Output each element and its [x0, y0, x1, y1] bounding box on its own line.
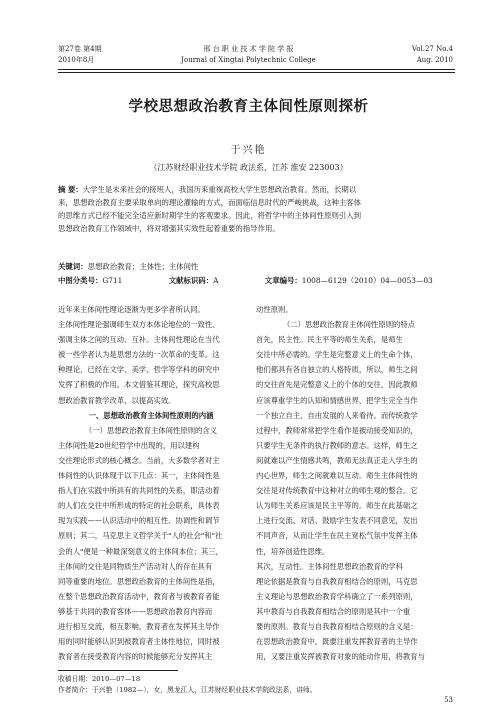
body-line: 用的同时能够认识到被教育者主体性地位，同时被 — [58, 637, 220, 647]
body-line: 其中教育与自我教育相结合的原则是其中一个重 — [256, 606, 411, 616]
body-line: 在思想政治教育中，既要注重发挥教育者的主导作 — [256, 637, 418, 647]
subsection-heading: （二）思想政治教育主体间性原则的特点 — [282, 320, 416, 330]
abstract-line: 思想政治教育工作领域中，将对增强其实效性起着重要的指导作用。 — [58, 224, 280, 233]
abstract-label: 摘 要： — [58, 185, 83, 194]
header-vol-en: Vol.27 No.4 — [411, 45, 453, 53]
body-line: 主体间性理论强调师生双方本体论地位的一致性、 — [58, 320, 220, 330]
doc-code: A — [213, 276, 219, 285]
header-rule — [58, 69, 455, 70]
classification-line — [58, 275, 477, 287]
body-line: 应该尊重学生的认知和情感世界，把学生完全当作 — [256, 395, 418, 405]
abstract-line: 来，思想政治教育主要采取单向的理论灌输的方式，而面临信息时代的严峻挑战，这种主客体 — [58, 198, 362, 207]
abstract — [58, 183, 446, 235]
class-code: G711 — [102, 276, 123, 285]
body-line: 首先，民主性。民主平等的师生关系，是师生 — [256, 335, 403, 345]
body-line: 种理论，已经在文学、美学、哲学等学科的研究中 — [58, 365, 220, 375]
footnote-rule — [58, 670, 178, 671]
keywords-value: 思想政治教育；主体性；主体间性 — [87, 262, 199, 271]
body-line: 他们都具有各自独立的人格特质，所以，师生之间 — [256, 365, 418, 375]
body-line: 现为实践——认识活动中的相互性、协调性和调节 — [58, 516, 220, 526]
body-line: 动性原则。 — [256, 305, 293, 314]
body-line: 间就难以产生情感共鸣，教师无法真正走入学生的 — [256, 455, 418, 465]
body-line: 在整个思想政治教育活动中，教育者与被教育者能 — [58, 591, 220, 601]
body-line: 指人们在实践中所具有的共同性的关系，即活动着 — [58, 486, 220, 496]
body-line: 够基于共同的教育客体——思想政治教育内容而 — [58, 606, 213, 616]
body-line: 过程中，教师常常把学生看作是被动接受知识的， — [256, 425, 418, 435]
body-line: 主体间的交往是同物质生产活动对人的存在具有 — [58, 561, 213, 571]
body-line: 交往是对传统教育中这种对立的师生观的整合。它 — [256, 486, 418, 496]
header-volume-en — [412, 44, 453, 66]
body-line: 主体间性是20世纪哲学中出现的，用以建构 — [58, 440, 200, 450]
article-title: 学校思想政治教育主体间性原则探析 — [128, 98, 369, 115]
article-affiliation: （江苏财经职业技术学院 政法系，江苏 淮安 223003） — [149, 163, 348, 172]
subsection-heading: （一）思想政治教育主体间性原则的含义 — [84, 425, 218, 435]
header-rule-thin — [58, 72, 455, 73]
body-line: 进行相互交流，相互影响，教育者在发挥其主导作 — [58, 621, 220, 631]
body-line: 上进行交流、对话、鼓励学生发表不同意见，发出 — [256, 516, 418, 526]
body-line: 会的人"便是一种最深刻意义的主体间本位；其三， — [58, 546, 223, 556]
class-label: 中图分类号： — [58, 276, 103, 285]
body-line: 的人们在交往中所形成的特定的社会联系，具体表 — [58, 501, 220, 511]
body-line: 近年来主体间性理论逐渐为更多学者所认同。 — [58, 305, 205, 314]
header-journal-cn: 邢 台 职 业 技 术 学 院 学 报 — [203, 45, 294, 53]
article-no-label: 文章编号： — [264, 276, 302, 285]
body-line: 交往理论形式的核心概念。当前，大多数学者对主 — [58, 455, 220, 465]
body-right-column — [256, 302, 442, 664]
body-line: 一个独立自主、自由发展的人来看待。而传统教学 — [256, 410, 418, 420]
body-line: 想政治教育教学改革，以提高实效。 — [58, 395, 176, 405]
header-date-en: Aug. 2010 — [416, 56, 453, 64]
abstract-line: 的思维方式已经不能完全适应新时期学生的客观要求。因此，将哲学中的主体间性原则引入到 — [58, 211, 362, 220]
body-line: 不同声音，从而让学生在民主宽松气氛中发挥主体 — [256, 531, 418, 541]
doc-label: 文献标识码： — [168, 276, 214, 285]
footnote-author-bio: 作者简介：于兴艳（1982—），女，黑龙江人，江苏财经职业技术学院政法系，讲师。 — [58, 686, 317, 694]
body-line: 交往中所必需的。学生是完整意义上的生命个体， — [256, 350, 418, 360]
body-line: 只要学生无条件的执行教师的意志。这样，师生之 — [256, 440, 418, 450]
body-line: 发挥了积极的作用。本文借鉴其理论，探究高校思 — [58, 380, 220, 390]
body-line: 性，培养创造性思维。 — [256, 546, 330, 556]
body-line: 被一些学者认为是思想方法的一次革命的变革。这 — [58, 350, 220, 360]
keywords-label: 关键词： — [58, 262, 88, 271]
page-number: 53 — [444, 696, 453, 704]
body-line: 主义理论与思想政治教育学科确立了一系列原则， — [256, 591, 418, 601]
article-author: 于兴艳 — [230, 145, 267, 156]
body-line: 其次，互动性。主体间性思想政治教育的学科 — [256, 561, 403, 571]
body-line: 强调主体之间的互动、互补。主体间性理论在当代 — [58, 335, 220, 345]
body-line: 认为师生关系应该是民主平等的。师生在此基础之 — [256, 501, 418, 511]
body-line: 原则；其二，马克思主义哲学关于"人的社会"和"社 — [58, 531, 223, 541]
body-line: 理论依据是教育与自我教育相结合的原则，马克思 — [256, 576, 418, 586]
body-line: 同等重要的地位。思想政治教育的主体间性是指， — [58, 576, 220, 586]
body-line: 教育者在接受教育内容的时候能够充分发挥其主 — [58, 652, 213, 662]
body-line: 体间性的认识体现于以下几点：其一，主体间性是 — [58, 471, 220, 481]
body-line: 内心世界，师生之间就难以互动。师生主体间性的 — [256, 471, 418, 481]
article-no: 1008—6129（2010）04—0053—03 — [301, 276, 433, 285]
body-left-column — [58, 302, 244, 664]
keywords — [58, 261, 198, 273]
body-line: 用，又要注重发挥被教育对象的能动作用，将教育与 — [256, 652, 425, 662]
header-date-cn: 2010年8月 — [58, 56, 95, 64]
section-heading: 一、思想政治教育主体间性原则的内涵 — [88, 410, 214, 420]
body-line: 的交往首先是完整意义上的个体的交往，因此教师 — [256, 380, 418, 390]
header-journal-en: Journal of Xingtai Polytechnic College — [181, 56, 316, 64]
header-volume-cn: 第27卷 第4期 — [58, 45, 102, 53]
footnote-received: 收稿日期：2010—07—18 — [58, 675, 141, 683]
body-line: 要的原则。教育与自我教育相结合原则的含义是： — [256, 621, 418, 631]
abstract-line: 摘 要：大学生是未来社会的接班人，我国历来重视高校大学生思想政治教育。然而，长期以 — [58, 185, 357, 194]
